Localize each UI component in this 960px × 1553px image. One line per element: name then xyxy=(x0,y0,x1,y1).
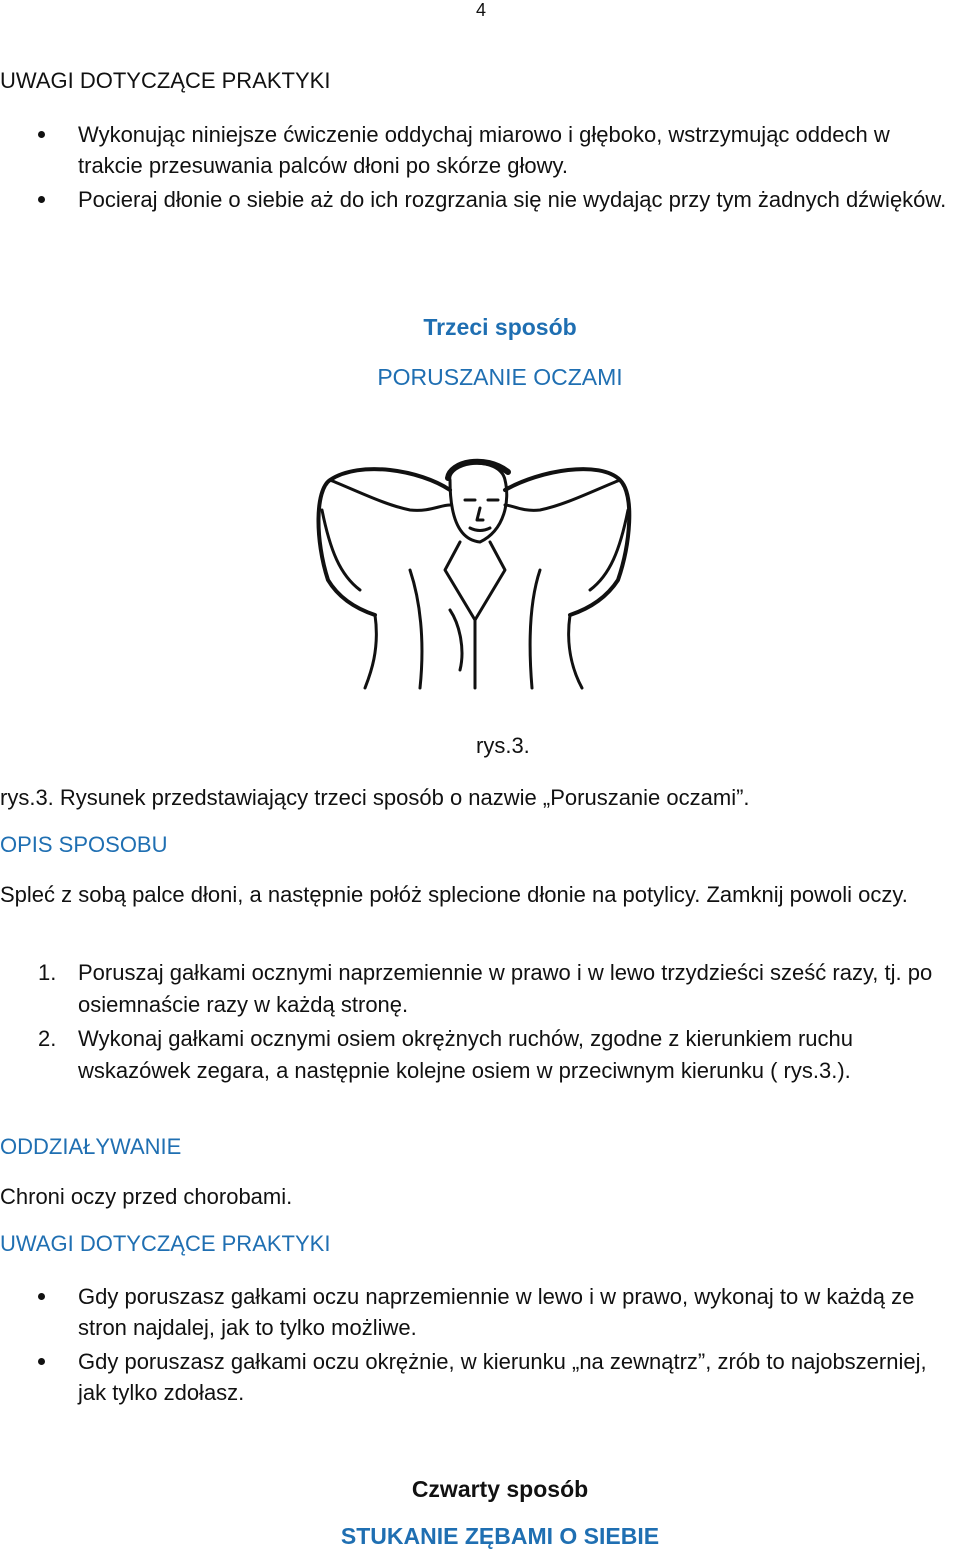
step-number: 2. xyxy=(38,1026,57,1051)
section-heading-notes: UWAGI DOTYCZĄCE PRAKTYKI xyxy=(0,68,331,93)
step-text: Wykonaj gałkami ocznymi osiem okrężnych ruchów, zgodne z kierunkiem ruchu wskazówek zegara, a następnie kolejne osiem w przeciwnym kierunku ( rys.3.). xyxy=(78,1026,854,1083)
figure-label: rys.3. xyxy=(476,733,530,758)
method-name: PORUSZANIE OCZAMI xyxy=(377,364,623,390)
list-item-text: Wykonując niniejsze ćwiczenie oddychaj miarowo i głęboko, wstrzymując oddech w trakcie przesuwania palców dłoni po skórze głowy. xyxy=(78,122,890,178)
effect-text: Chroni oczy przed chorobami. xyxy=(0,1184,293,1209)
man-hands-behind-head-illustration xyxy=(300,450,646,690)
bullet-dot-icon xyxy=(38,1293,45,1300)
notes-list xyxy=(0,119,960,215)
notes-heading: UWAGI DOTYCZĄCE PRAKTYKI xyxy=(0,1231,331,1256)
page-number: 4 xyxy=(476,0,487,20)
list-item xyxy=(0,957,960,1021)
list-item-text: Gdy poruszasz gałkami oczu okrężnie, w kierunku „na zewnątrz”, zrób to najobszerniej, jak tylko zdołasz. xyxy=(78,1349,927,1405)
list-item xyxy=(0,184,960,215)
list-item-text: Gdy poruszasz gałkami oczu naprzemiennie w lewo i w prawo, wykonaj to w każdą ze stron najdalej, jak to tylko możliwe. xyxy=(78,1284,915,1340)
method-name: STUKANIE ZĘBAMI O SIEBIE xyxy=(340,1523,660,1549)
notes-list xyxy=(0,1281,960,1408)
method-title: Czwarty sposób xyxy=(411,1476,589,1502)
description-text: Spleć z sobą palce dłoni, a następnie połóż splecione dłonie na potylicy. Zamknij powoli oczy. xyxy=(0,882,908,907)
list-item xyxy=(0,119,960,181)
bullet-dot-icon xyxy=(38,131,45,138)
description-heading: OPIS SPOSOBU xyxy=(0,832,168,857)
list-item-text: Pocieraj dłonie o siebie aż do ich rozgrzania się nie wydając przy tym żadnych dźwięków. xyxy=(78,187,947,212)
effect-heading: ODDZIAŁYWANIE xyxy=(0,1134,182,1159)
bullet-dot-icon xyxy=(38,196,45,203)
bullet-dot-icon xyxy=(38,1358,45,1365)
list-item xyxy=(0,1023,960,1087)
figure-caption: rys.3. Rysunek przedstawiający trzeci sposób o nazwie „Poruszanie oczami”. xyxy=(0,785,750,810)
list-item xyxy=(0,1281,960,1343)
steps-list xyxy=(0,957,960,1087)
method-title: Trzeci sposób xyxy=(423,314,577,340)
list-item xyxy=(0,1346,960,1408)
step-text: Poruszaj gałkami ocznymi naprzemiennie w prawo i w lewo trzydzieści sześć razy, tj. po osiemnaście razy w każdą stronę. xyxy=(78,960,933,1017)
step-number: 1. xyxy=(38,960,57,985)
